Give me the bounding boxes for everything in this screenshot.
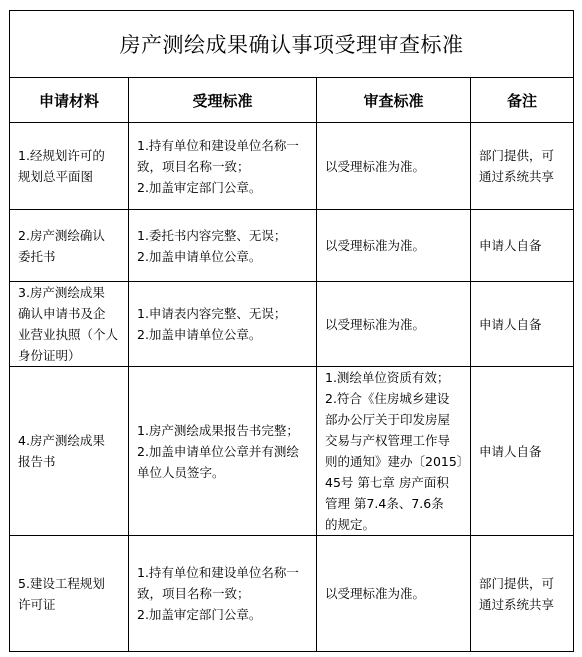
table-title: 房产测绘成果确认事项受理审查标准 [10, 11, 574, 78]
header-material: 申请材料 [10, 78, 129, 123]
cell-line: 则的通知》建办〔2015〕 [325, 454, 470, 469]
cell-line: 部办公厅关于印发房屋 [325, 412, 451, 427]
cell-line: 的规定。 [325, 517, 376, 532]
cell-line: 管理 第7.4条、7.6条 [325, 496, 444, 511]
table-row [10, 536, 574, 652]
title-row [10, 11, 574, 78]
cell-line: 5.建设工程规划 [18, 575, 105, 591]
note-cell [471, 210, 574, 282]
cell-line: 2.加盖申请单位公章并有测绘 [137, 443, 299, 459]
cell-line: 以受理标准为准。 [325, 316, 426, 332]
review-cell [317, 367, 471, 536]
material-cell [10, 123, 129, 210]
cell-line: 申请人自备 [479, 316, 542, 332]
cell-line: 交易与产权管理工作导 [325, 433, 451, 448]
review-cell [317, 536, 471, 652]
cell-line: 以受理标准为准。 [325, 238, 426, 253]
table-row [10, 367, 574, 536]
cell-line: 业营业执照（个人 [18, 327, 119, 342]
cell-line: 委托书 [18, 248, 56, 264]
cell-line: 通过系统共享 [479, 596, 555, 612]
cell-line: 身份证明） [18, 348, 81, 363]
review-cell [317, 282, 471, 367]
header-review: 审查标准 [317, 78, 471, 123]
cell-line: 报告书 [18, 454, 56, 469]
cell-line: 单位人员签字。 [137, 464, 225, 480]
cell-line: 4.房产测绘成果 [18, 433, 105, 448]
material-cell [10, 367, 129, 536]
header-row [10, 78, 574, 123]
table-row [10, 123, 574, 210]
cell-line: 1.房产测绘成果报告书完整； [137, 422, 299, 438]
cell-line: 2.符合《住房城乡建设 [325, 391, 450, 406]
cell-line: 许可证 [18, 596, 56, 612]
cell-line: 规划总平面图 [18, 169, 94, 184]
cell-line: 2.加盖申请单位公章。 [137, 327, 262, 342]
cell-line: 1.持有单位和建设单位名称一 [137, 137, 299, 153]
cell-line: 部门提供，可 [479, 148, 555, 163]
cell-line: 3.房产测绘成果 [18, 285, 105, 300]
note-cell [471, 123, 574, 210]
note-cell [471, 367, 574, 536]
cell-line: 致，项目名称一致； [137, 158, 250, 174]
header-acceptance: 受理标准 [129, 78, 317, 123]
material-cell [10, 282, 129, 367]
acceptance-cell [129, 536, 317, 652]
cell-line: 2.加盖审定部门公章。 [137, 179, 262, 195]
cell-line: 1.委托书内容完整、无误； [137, 227, 287, 243]
cell-line: 2.加盖审定部门公章。 [137, 607, 262, 622]
cell-line: 确认申请书及企 [18, 306, 106, 321]
cell-line: 通过系统共享 [479, 169, 555, 184]
cell-line: 2.加盖申请单位公章。 [137, 248, 262, 264]
cell-line: 申请人自备 [479, 238, 542, 253]
acceptance-cell [129, 123, 317, 210]
review-cell [317, 123, 471, 210]
acceptance-cell [129, 282, 317, 367]
header-note: 备注 [471, 78, 574, 123]
review-cell [317, 210, 471, 282]
cell-line: 1.经规划许可的 [18, 148, 105, 163]
note-cell [471, 282, 574, 367]
cell-line: 2.房产测绘确认 [18, 227, 105, 243]
acceptance-cell [129, 367, 317, 536]
material-cell [10, 210, 129, 282]
table-row [10, 210, 574, 282]
table-row [10, 282, 574, 367]
cell-line: 以受理标准为准。 [325, 158, 426, 174]
cell-line: 申请人自备 [479, 443, 542, 459]
material-cell [10, 536, 129, 652]
cell-line: 致，项目名称一致； [137, 586, 250, 601]
acceptance-cell [129, 210, 317, 282]
cell-line: 以受理标准为准。 [325, 586, 426, 601]
cell-line: 1.持有单位和建设单位名称一 [137, 565, 299, 580]
cell-line: 1.测绘单位资质有效； [325, 370, 450, 385]
note-cell [471, 536, 574, 652]
cell-line: 部门提供，可 [479, 575, 555, 591]
cell-line: 1.申请表内容完整、无误； [137, 306, 287, 321]
cell-line: 45号 第七章 房产面积 [325, 475, 449, 490]
acceptance-standard-table [9, 10, 574, 652]
